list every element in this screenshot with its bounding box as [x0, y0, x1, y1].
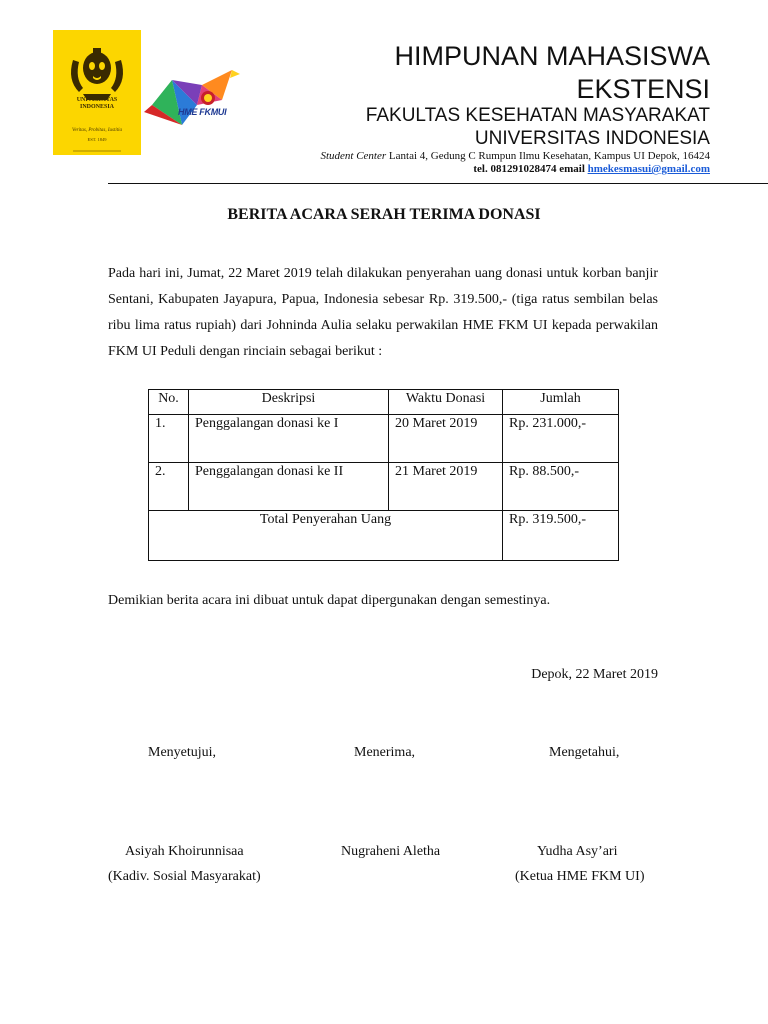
- header-jumlah: Jumlah: [503, 390, 619, 415]
- signatory-name: Asiyah Khoirunnisaa: [125, 844, 244, 859]
- signatory-title: (Kadiv. Sosial Masyarakat): [108, 869, 261, 884]
- place-date: Depok, 22 Maret 2019: [531, 667, 658, 682]
- signature-role-acknowledge: Mengetahui,: [549, 745, 620, 760]
- cell-jumlah: Rp. 231.000,-: [503, 415, 619, 463]
- faculty-name: FAKULTAS KESEHATAN MASYARAKAT UNIVERSITAS INDONESIA: [365, 105, 710, 149]
- address-line: Student Center Lantai 4, Gedung C Rumpun Ilmu Kesehatan, Kampus UI Depok, 16424: [320, 150, 710, 162]
- contact-line: tel. 081291028474 email hmekesmasui@gmail.com: [473, 163, 710, 175]
- header-waktu: Waktu Donasi: [389, 390, 503, 415]
- signatory-name: Yudha Asy’ari: [537, 844, 618, 859]
- cell-waktu: 20 Maret 2019: [389, 415, 503, 463]
- cell-jumlah: Rp. 88.500,-: [503, 463, 619, 511]
- signatory-title: (Ketua HME FKM UI): [515, 869, 645, 884]
- table-total-row: [149, 511, 619, 561]
- signatory-name: Nugraheni Aletha: [341, 844, 441, 859]
- organization-name: HIMPUNAN MAHASISWA EKSTENSI: [394, 41, 710, 104]
- total-label: Total Penyerahan Uang: [149, 511, 503, 561]
- hme-bird-icon: [142, 50, 242, 130]
- email-link[interactable]: hmekesmasui@gmail.com: [587, 163, 710, 175]
- table-row: [149, 463, 619, 511]
- cell-deskripsi: Penggalangan donasi ke I: [189, 415, 389, 463]
- hme-logo-text: HME FKMUI: [178, 107, 227, 117]
- header-divider: [108, 183, 768, 184]
- document-title: BERITA ACARA SERAH TERIMA DONASI: [227, 206, 541, 223]
- header-deskripsi: Deskripsi: [189, 390, 389, 415]
- cell-waktu: 21 Maret 2019: [389, 463, 503, 511]
- table-row: [149, 415, 619, 463]
- ui-logo-motto: Veritas, Probitas, Iustitia: [71, 128, 123, 133]
- cell-no: 1.: [149, 415, 189, 463]
- signature-role-receive: Menerima,: [354, 745, 416, 760]
- header-no: No.: [149, 390, 189, 415]
- ui-logo-est: EST. 1849: [87, 137, 107, 142]
- cell-no: 2.: [149, 463, 189, 511]
- cell-deskripsi: Penggalangan donasi ke II: [189, 463, 389, 511]
- donation-table: [148, 389, 619, 561]
- signature-role-approve: Menyetujui,: [148, 745, 217, 760]
- closing-statement: Demikian berita acara ini dibuat untuk dapat dipergunakan dengan semestinya.: [108, 593, 551, 608]
- table-header-row: [149, 390, 619, 415]
- total-value: Rp. 319.500,-: [503, 511, 619, 561]
- hme-fkmui-logo: [142, 50, 242, 130]
- intro-paragraph: Pada hari ini, Jumat, 22 Maret 2019 telah dilakukan penyerahan uang donasi untuk korban banjir Sentani, Kabupaten Jayapura, Papua, Indonesia sebesar Rp. 319.500,- (tiga ratus sembilan belas ribu lima ratus rupiah) dari Johninda Aulia selaku perwakilan HME FKM UI kepada perwakilan FKM UI Peduli dengan rinciain sebagai berikut :: [108, 266, 658, 359]
- ui-logo-name: UNIVERSITAS INDONESIA: [76, 97, 118, 110]
